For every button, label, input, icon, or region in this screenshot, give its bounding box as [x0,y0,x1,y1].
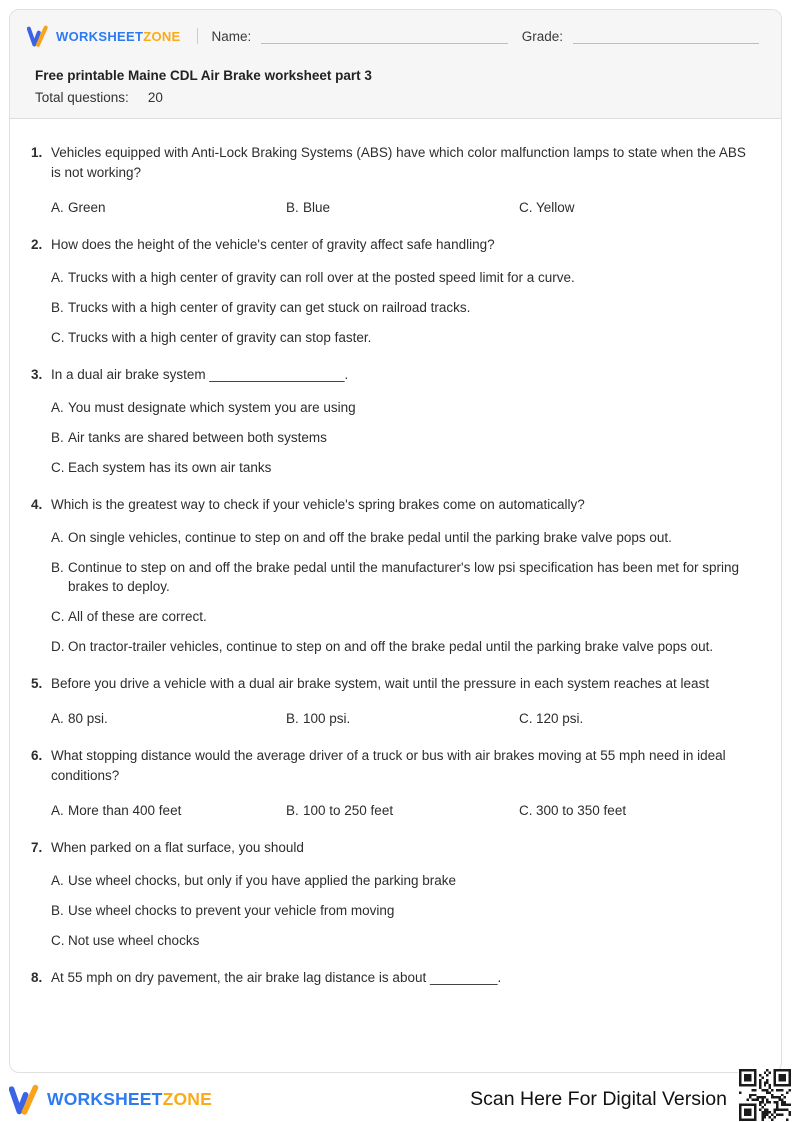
option-A [51,801,286,820]
option-text: You must designate which system you are using [68,400,356,415]
option-text: Continue to step on and off the brake pedal until the manufacturer's low psi specification has been met for spring brakes to deploy. [68,560,739,594]
option-text: 300 to 350 feet [536,803,627,818]
qr-code-icon [738,1069,792,1121]
option-letter: B. [51,903,64,918]
option-text: Yellow [536,200,575,215]
questions-list [10,119,781,990]
question-text: How does the height of the vehicle's center of gravity affect safe handling? [51,237,495,252]
option-C [519,198,757,217]
footer [9,1076,793,1122]
option-letter: C. [519,803,533,818]
options-columns [51,198,757,217]
worksheetzone-logo-icon [27,25,49,47]
option-A [51,709,286,728]
option-letter: C. [51,330,65,345]
question-row [31,495,757,517]
question-number: 3. [31,367,43,382]
options-columns [51,801,757,820]
option-B [286,198,519,217]
option-text: Each system has its own air tanks [68,460,272,475]
question-text: Which is the greatest way to check if your vehicle's spring brakes come on automatically? [51,497,585,512]
option-text: Green [68,200,106,215]
option-A [51,398,757,417]
option-text: Blue [303,200,331,215]
option-text: On single vehicles, continue to step on and off the brake pedal until the parking brake valve pops out. [68,530,672,545]
option-B [51,558,757,596]
question-number: 7. [31,840,43,855]
option-A [51,528,757,547]
option-letter: B. [51,430,64,445]
question-text: When parked on a flat surface, you should [51,840,304,855]
option-letter: B. [286,200,299,215]
question-text: What stopping distance would the average driver of a truck or bus with air brakes moving at 55 mph need in ideal conditions? [51,748,726,783]
option-letter: C. [519,711,533,726]
question-number: 4. [31,497,43,512]
total-questions-label: Total questions: [35,90,129,105]
question-8 [31,968,757,990]
option-D [51,637,757,656]
grade-label: Grade: [521,28,563,44]
option-text: Trucks with a high center of gravity can stop faster. [68,330,372,345]
question-row [31,365,757,387]
options-columns [51,709,757,728]
options-stacked [51,268,757,347]
option-B [286,709,519,728]
option-text: Trucks with a high center of gravity can roll over at the posted speed limit for a curve. [68,270,575,285]
option-letter: C. [519,200,533,215]
question-7 [31,838,757,950]
option-letter: C. [51,933,65,948]
option-text: On tractor-trailer vehicles, continue to step on and off the brake pedal until the parking brake valve pops out. [68,639,714,654]
option-text: Not use wheel chocks [68,933,200,948]
worksheetzone-logo [27,25,181,47]
question-3 [31,365,757,477]
options-stacked [51,528,757,656]
question-5 [31,674,757,728]
option-text: All of these are correct. [68,609,207,624]
option-A [51,198,286,217]
option-C [519,709,757,728]
option-B [51,901,757,920]
question-row [31,235,757,257]
option-letter: B. [286,711,299,726]
option-text: Air tanks are shared between both systems [68,430,327,445]
question-row [31,143,757,185]
option-text: 100 to 250 feet [303,803,394,818]
question-number: 6. [31,748,43,763]
option-text: Use wheel chocks to prevent your vehicle from moving [68,903,395,918]
question-2 [31,235,757,347]
logo-word-worksheet: WORKSHEET [56,28,144,44]
option-text: 80 psi. [68,711,108,726]
footer-worksheetzone-logo [9,1084,212,1115]
option-A [51,268,757,287]
option-A [51,871,757,890]
name-write-line [261,29,507,44]
option-letter: A. [51,530,64,545]
option-text: More than 400 feet [68,803,182,818]
option-C [51,328,757,347]
option-text: 120 psi. [536,711,584,726]
option-text: 100 psi. [303,711,351,726]
option-text: Use wheel chocks, but only if you have applied the parking brake [68,873,456,888]
footer-logo-word-worksheet: WORKSHEET [47,1088,163,1109]
option-letter: B. [286,803,299,818]
question-text: In a dual air brake system __________________. [51,367,349,382]
option-B [286,801,519,820]
option-letter: A. [51,400,64,415]
options-stacked [51,871,757,950]
option-letter: A. [51,873,64,888]
option-text: Trucks with a high center of gravity can get stuck on railroad tracks. [68,300,471,315]
worksheet-card [9,9,782,1073]
question-number: 2. [31,237,43,252]
logo-word-zone: ZONE [143,28,181,44]
question-number: 5. [31,676,43,691]
option-letter: C. [51,609,65,624]
name-label: Name: [211,28,252,44]
footer-logo-word-zone: ZONE [162,1088,212,1109]
question-4 [31,495,757,656]
question-number: 1. [31,145,43,160]
question-row [31,746,757,788]
option-letter: A. [51,270,64,285]
question-text: Before you drive a vehicle with a dual air brake system, wait until the pressure in each system reaches at least [51,676,710,691]
option-letter: A. [51,200,64,215]
question-row [31,674,757,696]
option-letter: C. [51,460,65,475]
worksheet-title: Free printable Maine CDL Air Brake worksheet part 3 [35,68,372,83]
question-text: At 55 mph on dry pavement, the air brake lag distance is about _________. [51,970,502,985]
scan-here-text: Scan Here For Digital Version [470,1087,727,1110]
option-B [51,428,757,447]
total-questions [35,90,759,105]
question-6 [31,746,757,820]
grade-write-line [573,29,759,44]
option-letter: A. [51,711,64,726]
question-text: Vehicles equipped with Anti-Lock Braking Systems (ABS) have which color malfunction lamps to state when the ABS is not working? [51,145,746,180]
option-C [519,801,757,820]
option-letter: B. [51,300,64,315]
logo-wordmark [56,29,181,44]
question-row [31,968,757,990]
footer-logo-wordmark [47,1089,212,1110]
total-questions-value: 20 [147,90,163,105]
question-number: 8. [31,970,43,985]
header-row [27,25,759,47]
question-row [31,838,757,860]
option-letter: B. [51,560,64,575]
option-letter: A. [51,803,64,818]
worksheet-header [10,10,781,119]
option-C [51,458,757,477]
option-letter: D. [51,639,65,654]
option-B [51,298,757,317]
question-1 [31,143,757,217]
options-stacked [51,398,757,477]
option-C [51,931,757,950]
footer-worksheetzone-logo-icon [9,1084,40,1115]
header-divider [197,28,198,44]
option-C [51,607,757,626]
